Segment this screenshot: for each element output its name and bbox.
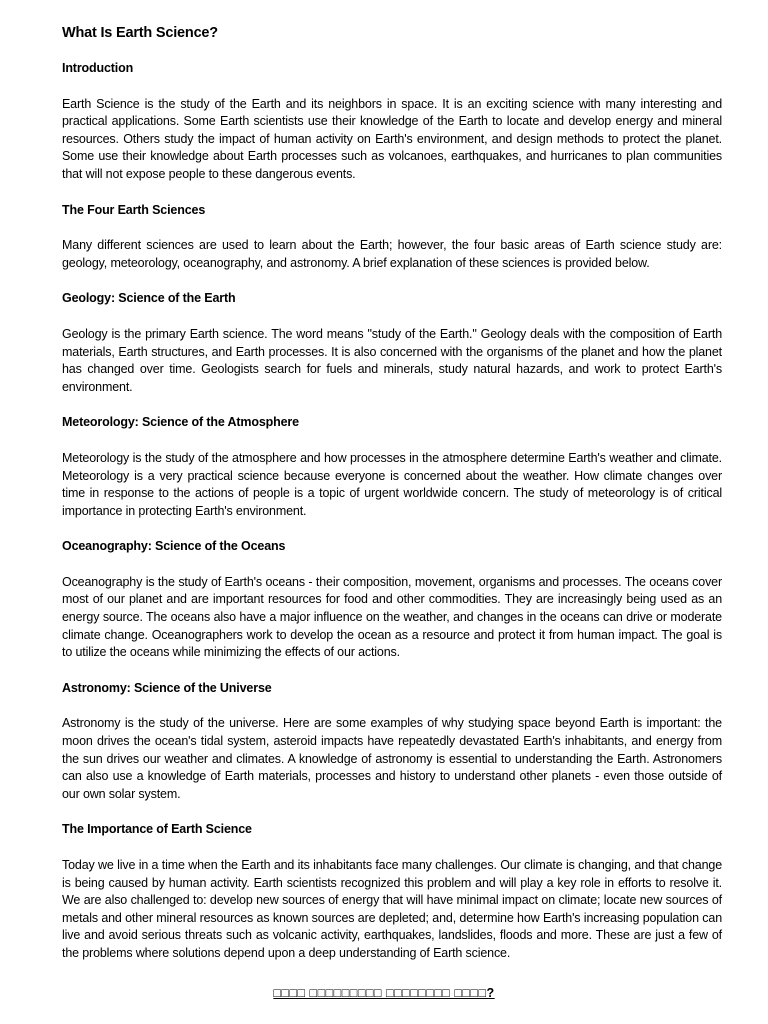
- section-body: Astronomy is the study of the universe. Here are some examples of why studying space beyond Earth is important: the moon drives the ocean's tidal system, asteroid impacts have repeatedly devastated Earth's inhabitants, and energy from the sun drives our weather and climates. A knowledge of astronomy is essential to understanding the Earth. Astronomers can also use a knowledge of Earth materials, processes and history to understand other planets - even those outside of our own solar system.: [62, 716, 722, 801]
- document-page: [62, 22, 722, 963]
- document-title: What Is Earth Science?: [62, 25, 218, 41]
- section-heading: Geology: Science of the Earth: [62, 291, 236, 306]
- section-astronomy: [62, 680, 722, 804]
- section-heading: The Importance of Earth Science: [62, 822, 252, 837]
- section-body: Oceanography is the study of Earth's oceans - their composition, movement, organisms and processes. The oceans cover most of our planet and are important resources for food and other commodities. They are increasingly being used as an energy source. The oceans also have a major influence on the weather, and changes in the oceans can drive or moderate climate change. Oceanographers work to develop the ocean as a resource and protect it from human impact. The goal is to utilize the oceans while minimizing the effects of our actions.: [62, 574, 722, 660]
- section-heading: The Four Earth Sciences: [62, 202, 206, 217]
- section-oceanography: [62, 538, 722, 662]
- section-heading: Introduction: [62, 61, 134, 75]
- section-body: Today we live in a time when the Earth and its inhabitants face many challenges. Our climate is changing, and that change is being caused by human activity. Earth scientists recognized this problem and will play a key role in efforts to resolve it. We are also challenged to: develop new sources of energy that will have minimal impact on climate; locate new sources of metals and other mineral resources as known sources are depleted; and, determine how Earth's increasing population can live and avoid serious threats such as volcanic activity, earthquakes, landslides, floods and more. These are just a few of the problems where solutions depend upon a deep understanding of Earth science.: [62, 858, 722, 960]
- section-body: Geology is the primary Earth science. The word means "study of the Earth." Geology deals with the composition of Earth materials, Earth structures, and Earth processes. It is also concerned with the organisms of the planet and how the planet has changed over time. Geologists search for fuels and minerals, study natural hazards, and work to protect Earth's environment.: [62, 326, 722, 394]
- section-meteorology: [62, 414, 722, 520]
- section-heading: Astronomy: Science of the Universe: [62, 680, 272, 695]
- section-importance: [62, 821, 722, 962]
- section-introduction: [62, 60, 722, 184]
- section-four-earth-sciences: [62, 202, 722, 273]
- footer-link[interactable]: □□□□ □□□□□□□□□ □□□□□□□□ □□□□?: [273, 986, 495, 1000]
- section-body: Many different sciences are used to learn about the Earth; however, the four basic areas of Earth science study are: geology, meteorology, oceanography, and astronomy. A brief explanation of these sciences is provided below.: [62, 238, 722, 270]
- section-body: Earth Science is the study of the Earth and its neighbors in space. It is an exciting science with many interesting and practical applications. Some Earth scientists use their knowledge of the Earth to locate and develop energy and mineral resources. Others study the impact of human activity on Earth's environment, and design methods to protect the planet. Some use their knowledge about Earth processes such as volcanoes, earthquakes, and hurricanes to plan communities that will not expose people to these dangerous events.: [62, 96, 722, 181]
- section-heading: Meteorology: Science of the Atmosphere: [62, 415, 299, 430]
- section-heading: Oceanography: Science of the Oceans: [62, 539, 286, 554]
- section-body: Meteorology is the study of the atmosphere and how processes in the atmosphere determine Earth's weather and climate. Meteorology is a very practical science because everyone is concerned about the weather. How climate changes over time in response to the actions of people is a topic of urgent worldwide concern. The study of meteorology is of critical importance in protecting Earth's environment.: [62, 450, 722, 518]
- section-geology: [62, 290, 722, 396]
